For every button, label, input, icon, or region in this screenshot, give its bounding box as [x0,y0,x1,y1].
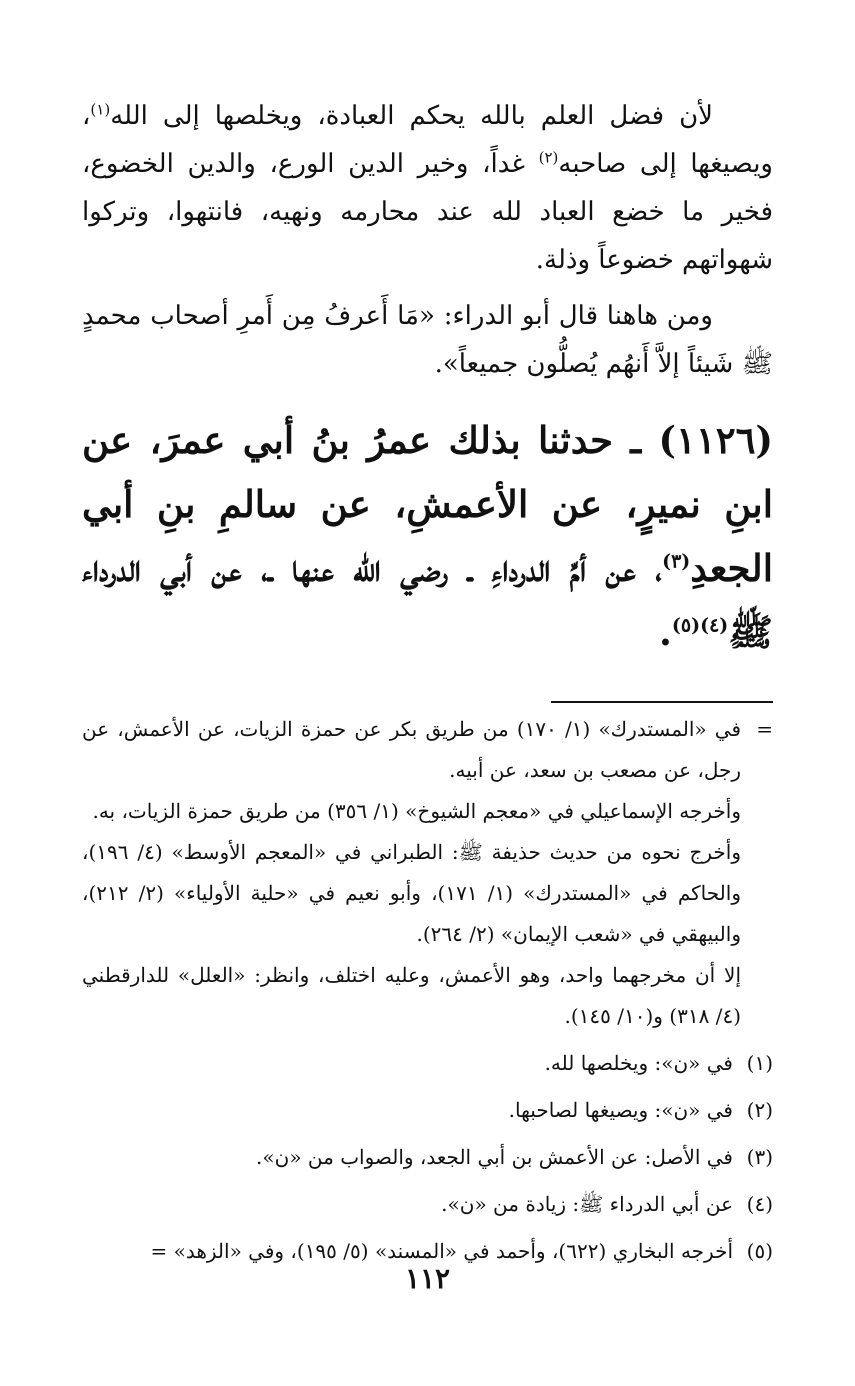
body-paragraph-1 [82,92,773,284]
footnote-number: (٢) [746,1098,773,1122]
footnote-number: (١) [746,1051,773,1075]
footnote-ref-1: (١) [90,100,111,119]
para1-text-b: ، ويصيغها إلى صاحبه [82,101,773,179]
footnote-ref-3: (٣) [662,550,691,573]
footnote-ref-4-5: (٤)(٥) [671,614,729,637]
footnote-continuation-1 [82,709,773,791]
footnote-text: عن أبي الدرداء ﷺ: زيادة من «ن». [441,1192,733,1216]
footnote-4 [82,1184,773,1225]
footnote-2 [82,1090,773,1131]
continuation-mark: = [756,717,773,741]
footnote-text: في «ن»: ويخلصها لله. [544,1051,733,1075]
hadith-text-b: ، عن أمِّ الدرداءِ ـ رضي الله عنها ـ، عن أبي الدرداء ﷺ [82,546,773,654]
footnote-number: (٤) [746,1192,773,1216]
para1-text-c: غداً، وخير الدين الورع، والدين الخضوع، فخير ما خضع العباد لله عند محارمه ونهيه، فانتهوا، وتركوا شهواتهم خضوعاً وذلة. [82,149,773,275]
footnote-1 [82,1043,773,1084]
hadith-text-c: . [658,610,672,654]
footnote-text: في الأصل: عن الأعمش بن أبي الجعد، والصواب من «ن». [256,1145,733,1169]
footnote-ref-2: (٢) [538,148,559,167]
hadith-isnad [82,408,773,664]
footnote-continuation-2: وأخرجه الإسماعيلي في «معجم الشيوخ» (١/ ٣٥٦) من طريق حمزة الزيات، به. [92,799,741,823]
page-number: ١١٢ [404,1262,451,1295]
footnote-cont1-text: في «المستدرك» (١/ ١٧٠) من طريق بكر عن حمزة الزيات، عن الأعمش، عن رجل، عن مصعب بن سعد، عن أبيه. [82,717,741,782]
footnote-3 [82,1137,773,1178]
footnote-number: (٣) [746,1145,773,1169]
footnote-number: (٥) [746,1239,773,1263]
footnote-text: أخرجه البخاري (٦٢٢)، وأحمد في «المسند» (٥/ ١٩٥)، وفي «الزهد» = [150,1239,733,1263]
body-paragraph-2: ومن هاهنا قال أبو الدراء: «مَا أَعرفُ مِن أَمرِ أصحاب محمدٍ ﷺ شَيئاً إلاَّ أَنهُم يُصلُّون جميعاً». [82,301,773,379]
para1-text: لأن فضل العلم بالله يحكم العبادة، ويخلصها إلى الله [110,101,713,131]
footnote-text: في «ن»: ويصيغها لصاحبها. [508,1098,733,1122]
footnote-continuation-3: وأخرج نحوه من حديث حذيفة ﷺ: الطبراني في «المعجم الأوسط» (٤/ ١٩٦)، والحاكم في «المستدرك» (١/ ١٧١)، وأبو نعيم في «حلية الأولياء» (٢/ ٢١٢)، والبيهقي في «شعب الإيمان» (٢/ ٢٦٤). [82,840,741,946]
hadith-text-a: (١١٢٦) ـ حدثنا بذلك عمرُ بنُ أبي عمرَ، عن ابنِ نميرٍ، عن الأعمشِ، عن سالمِ بنِ أبي الجعدِ [82,418,773,590]
footnote-continuation-4: إلا أن مخرجهما واحد، وهو الأعمش، وعليه اختلف، وانظر: «العلل» للدارقطني (٤/ ٣١٨) و(١٠/ ١٤٥). [82,963,741,1028]
footnote-separator [551,701,773,703]
